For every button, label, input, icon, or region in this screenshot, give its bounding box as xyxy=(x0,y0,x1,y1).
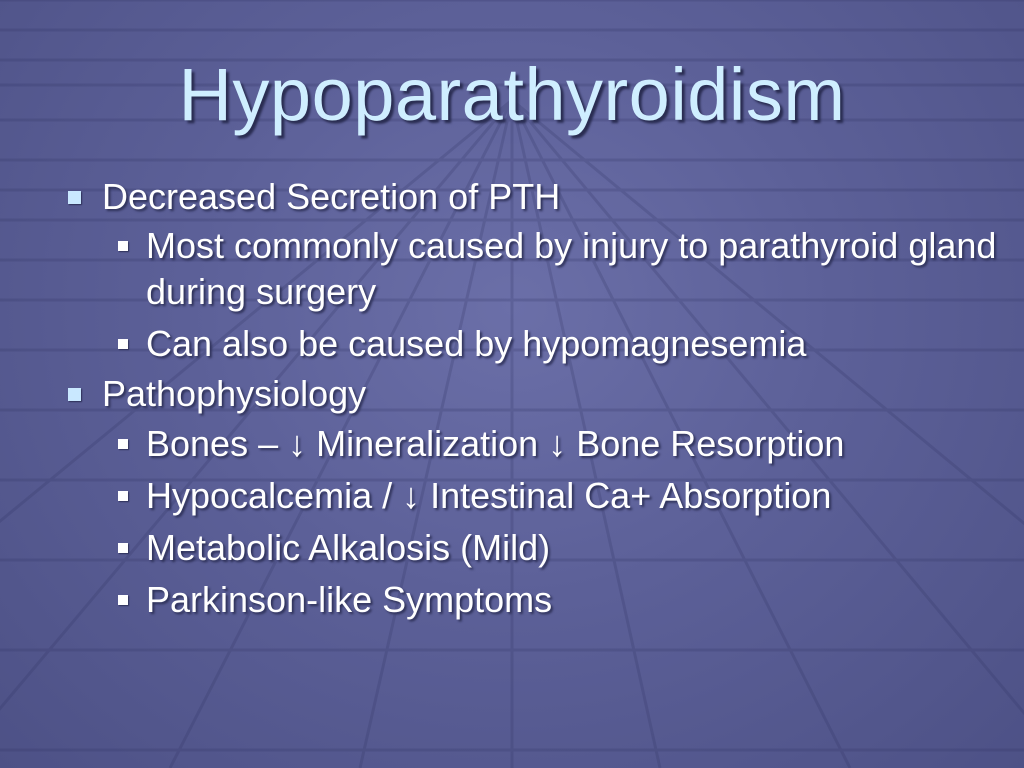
square-bullet-icon xyxy=(118,543,128,553)
sub-bullet-item xyxy=(62,473,1002,519)
sub-bullet-item xyxy=(62,321,1002,367)
bullet-text: Metabolic Alkalosis (Mild) xyxy=(146,526,551,568)
square-bullet-icon xyxy=(118,491,128,501)
square-bullet-icon xyxy=(68,388,81,401)
bullet-item xyxy=(62,373,1002,414)
bullet-text: Decreased Secretion of PTH xyxy=(102,176,561,217)
bullet-text: Parkinson-like Symptoms xyxy=(146,578,553,620)
sub-bullet-item xyxy=(62,421,1002,467)
bullet-list xyxy=(62,170,1002,623)
bullet-text: Bones – ↓ Mineralization ↓ Bone Resorption xyxy=(146,422,845,464)
square-bullet-icon xyxy=(118,339,128,349)
square-bullet-icon xyxy=(118,241,128,251)
bullet-item xyxy=(62,176,1002,217)
slide-title: Hypoparathyroidism xyxy=(178,53,846,136)
square-bullet-icon xyxy=(68,191,81,204)
square-bullet-icon xyxy=(118,439,128,449)
sub-bullet-item xyxy=(62,577,1002,623)
sub-bullet-item xyxy=(62,223,1002,315)
bullet-text: Hypocalcemia / ↓ Intestinal Ca+ Absorption xyxy=(146,474,832,516)
sub-bullet-item xyxy=(62,525,1002,571)
bullet-text: Pathophysiology xyxy=(102,373,367,415)
bullet-text: Most commonly caused by injury to parathyroid gland during surgery xyxy=(146,225,997,313)
bullet-text: Can also be caused by hypomagnesemia xyxy=(146,323,807,365)
square-bullet-icon xyxy=(118,595,128,605)
